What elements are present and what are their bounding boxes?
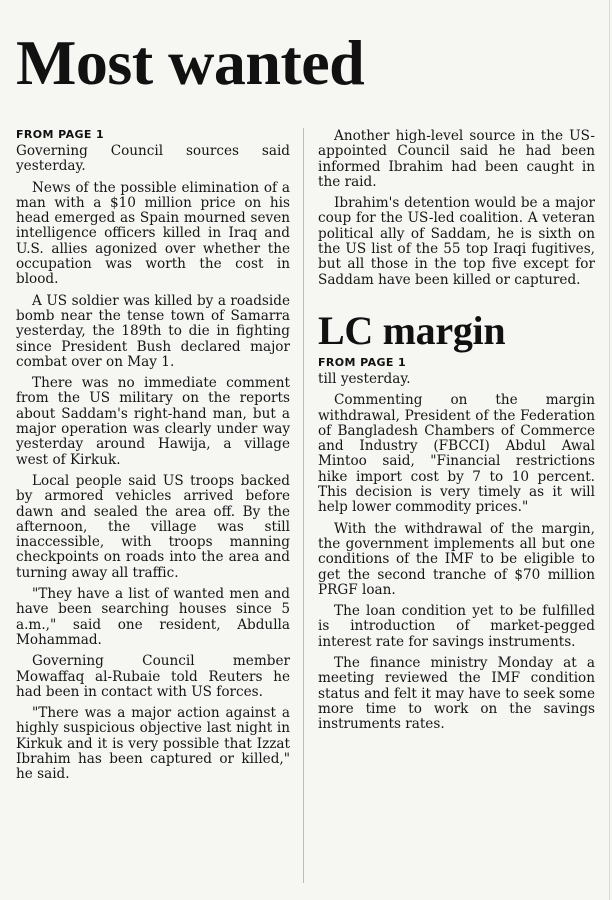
paragraph: Commenting on the margin withdrawal, President of the Federation of Bangladesh Chambers of Commerce and Industry (FBCCI) Abdul Awal Mintoo said, "Financial restrictions hike import cost by 7 to 10 percent. This decision is very timely as it will help lower commodity prices." (318, 392, 595, 516)
paragraph: With the withdrawal of the margin, the government implements all but one conditions of the IMF to be eligible to get the second tranche of $70 million PRGF loan. (318, 520, 595, 598)
page-edge (609, 0, 610, 900)
column-divider (303, 128, 304, 883)
column-2 (318, 129, 595, 739)
paragraph: A US soldier was killed by a roadside bomb near the tense town of Samarra yesterday, the 189th to die in fighting since President Bush declared major combat over on May 1. (16, 292, 290, 370)
paragraph: Governing Council sources said yesterday. (16, 143, 290, 175)
paragraph: Another high-level source in the US-appointed Council said he had been informed Ibrahim had been caught in the raid. (318, 128, 595, 190)
paragraph: "They have a list of wanted men and have been searching houses since 5 a.m.," said one resident, Abdulla Mohammad. (16, 586, 290, 648)
paragraph: Local people said US troops backed by armored vehicles arrived before dawn and sealed the area off. By the afternoon, the village was still inaccessible, with troops manning checkpoints on roads into the area and turning away all traffic. (16, 472, 290, 581)
paragraph: The loan condition yet to be fulfilled is introduction of market-pegged interest rate for savings instruments. (318, 603, 595, 650)
paragraph: Ibrahim's detention would be a major coup for the US-led coalition. A veteran political ally of Saddam, he is sixth on the US list of the 55 top Iraqi fugitives, but all those in the top five except for Saddam have been killed or captured. (318, 195, 595, 288)
headline-most-wanted: Most wanted (16, 27, 365, 98)
headline-lc-margin: LC margin (318, 307, 506, 353)
kicker-from-page-1: FROM PAGE 1 (318, 355, 407, 369)
paragraph: "There was a major action against a highly suspicious objective last night in Kirkuk and it is very possible that Izzat Ibrahim has been captured or killed," he said. (16, 705, 290, 783)
paragraph: The finance ministry Monday at a meeting reviewed the IMF condition status and felt it may have to seek some more time to work on the savings instruments rates. (318, 655, 595, 733)
paragraph: There was no immediate comment from the US military on the reports about Saddam's right-hand man, but a major operation was clearly under way yesterday around Hawija, a village west of Kirkuk. (16, 375, 290, 468)
kicker-from-page-1: FROM PAGE 1 (16, 128, 105, 141)
column-1 (16, 128, 290, 789)
paragraph: till yesterday. (318, 370, 411, 387)
paragraph: Governing Council member Mowaffaq al-Rubaie told Reuters he had been in contact with US forces. (16, 653, 290, 700)
paragraph: News of the possible elimination of a man with a $10 million price on his head emerged as Spain mourned seven intelligence officers killed in Iraq and U.S. allies agonized over whether the occupation was worth the cost in blood. (16, 179, 290, 288)
